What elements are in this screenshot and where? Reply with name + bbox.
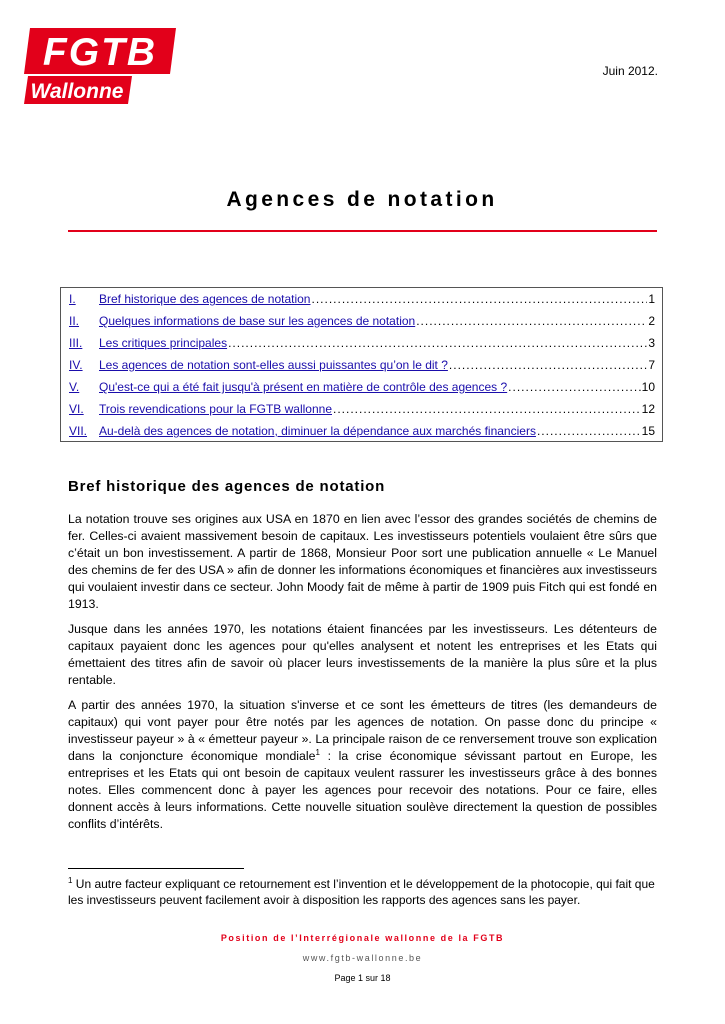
toc-link[interactable]: Les critiques principales	[99, 336, 228, 350]
table-of-contents	[60, 287, 663, 442]
toc-page-number: 10	[641, 380, 655, 394]
toc-number[interactable]: I.	[69, 292, 76, 306]
logo-text-bottom: Wallonne	[30, 80, 124, 103]
toc-page-number: 3	[648, 336, 655, 350]
toc-entry[interactable]	[69, 379, 655, 395]
toc-entry[interactable]	[69, 401, 655, 417]
footnote-number: 1	[68, 876, 73, 885]
toc-link[interactable]: Les agences de notation sont-elles aussi puissantes qu’on le dit ?	[99, 358, 448, 372]
toc-link[interactable]: Quelques informations de base sur les agences de notation	[99, 314, 416, 328]
toc-link[interactable]: Au-delà des agences de notation, diminuer la dépendance aux marchés financiers	[99, 424, 536, 438]
toc-leader	[416, 313, 647, 329]
logo-text-top: FGTB	[42, 31, 158, 74]
paragraph-text: A partir des années 1970, la situation s'inverse et ce sont les émetteurs de titres (les demandeurs de capitaux) qui vont payer pour être notés par les agences de notation. On passe donc du principe « investisseur payeur » à « émetteur payeur ». La principale raison de ce renversement trouve son explication dans la conjoncture économique mondiale	[68, 698, 657, 763]
toc-number[interactable]: III.	[69, 336, 83, 350]
footnote	[68, 876, 657, 908]
toc-number[interactable]: IV.	[69, 358, 83, 372]
toc-entry[interactable]	[69, 357, 655, 373]
paragraph-text: : la crise économique sévissant partout en Europe, les entreprises et les Etats qui ont besoin de capitaux veulent rassurer les investisseurs grâce à des bonnes notes. Elles commencent donc à payer les agences pour recevoir des notations. Pour ce faire, elles donnent accès à leurs informations. Cette nouvelle situation soulève directement la question de possibles conflits d’intérêts.	[68, 749, 657, 831]
toc-number[interactable]: II.	[69, 314, 80, 328]
body-paragraph: Jusque dans les années 1970, les notations étaient financées par les investisseurs. Les détenteurs de capitaux payaient donc les agences pour qu'elles analysent et notent les entreprises et les Etats qui émettaient des titres afin de savoir où placer leurs investissements de la manière la plus sûre et la plus rentable.	[68, 622, 657, 687]
document-date: Juin 2012.	[602, 64, 658, 78]
page-title: Agences de notation	[226, 188, 498, 211]
footnote-text: Un autre facteur expliquant ce retournement est l’invention et le développement de la photocopie, qui fait que les investisseurs peuvent facilement avoir à disposition les rapports des agences sans les payer.	[68, 877, 655, 907]
footer-position-statement: Position de l’Interrégionale wallonne de la FGTB	[220, 933, 505, 943]
toc-page-number: 12	[641, 402, 655, 416]
toc-page-number: 7	[648, 358, 655, 372]
toc-link[interactable]: Trois revendications pour la FGTB wallonne	[99, 402, 332, 416]
toc-page-number: 1	[648, 292, 655, 306]
body-paragraph: La notation trouve ses origines aux USA en 1870 en lien avec l’essor des grandes sociétés de chemins de fer. Celles-ci avaient massivement besoin de capitaux. Les investisseurs potentiels voulaient être sûrs que c’était un bon investissement. A partir de 1868, Monsieur Poor sort une publication annuelle « Le Manuel des chemins de fer des USA » afin de donner les informations économiques et financières aux investisseurs qui voulaient investir dans ce secteur. John Moody fait de même à partir de 1909 puis Fitch qui est fondé en 1913.	[68, 512, 657, 611]
toc-page-number: 15	[641, 424, 655, 438]
toc-leader	[311, 291, 647, 307]
toc-number[interactable]: V.	[69, 380, 80, 394]
toc-leader	[449, 357, 647, 373]
footer-website-link[interactable]: www.fgtb-wallonne.be	[302, 953, 423, 963]
toc-link[interactable]: Qu'est-ce qui a été fait jusqu'à présent en matière de contrôle des agences ?	[99, 380, 508, 394]
toc-entry[interactable]	[69, 291, 655, 307]
toc-number[interactable]: VI.	[69, 402, 84, 416]
footnote-reference[interactable]: 1	[315, 747, 320, 757]
toc-leader	[508, 379, 640, 395]
title-divider	[68, 230, 657, 232]
toc-entry[interactable]	[69, 313, 655, 329]
fgtb-wallonne-logo	[24, 28, 176, 104]
page-number: Page 1 sur 18	[334, 973, 391, 983]
toc-link[interactable]: Bref historique des agences de notation	[99, 292, 311, 306]
toc-number[interactable]: VII.	[69, 424, 88, 438]
footnote-divider	[68, 868, 244, 869]
toc-entry[interactable]	[69, 335, 655, 351]
body-paragraph	[68, 697, 657, 833]
toc-leader	[333, 401, 641, 417]
toc-page-number: 2	[648, 314, 655, 328]
toc-entry[interactable]	[69, 423, 655, 439]
toc-leader	[228, 335, 647, 351]
section-heading: Bref historique des agences de notation	[68, 478, 386, 495]
toc-leader	[537, 423, 641, 439]
